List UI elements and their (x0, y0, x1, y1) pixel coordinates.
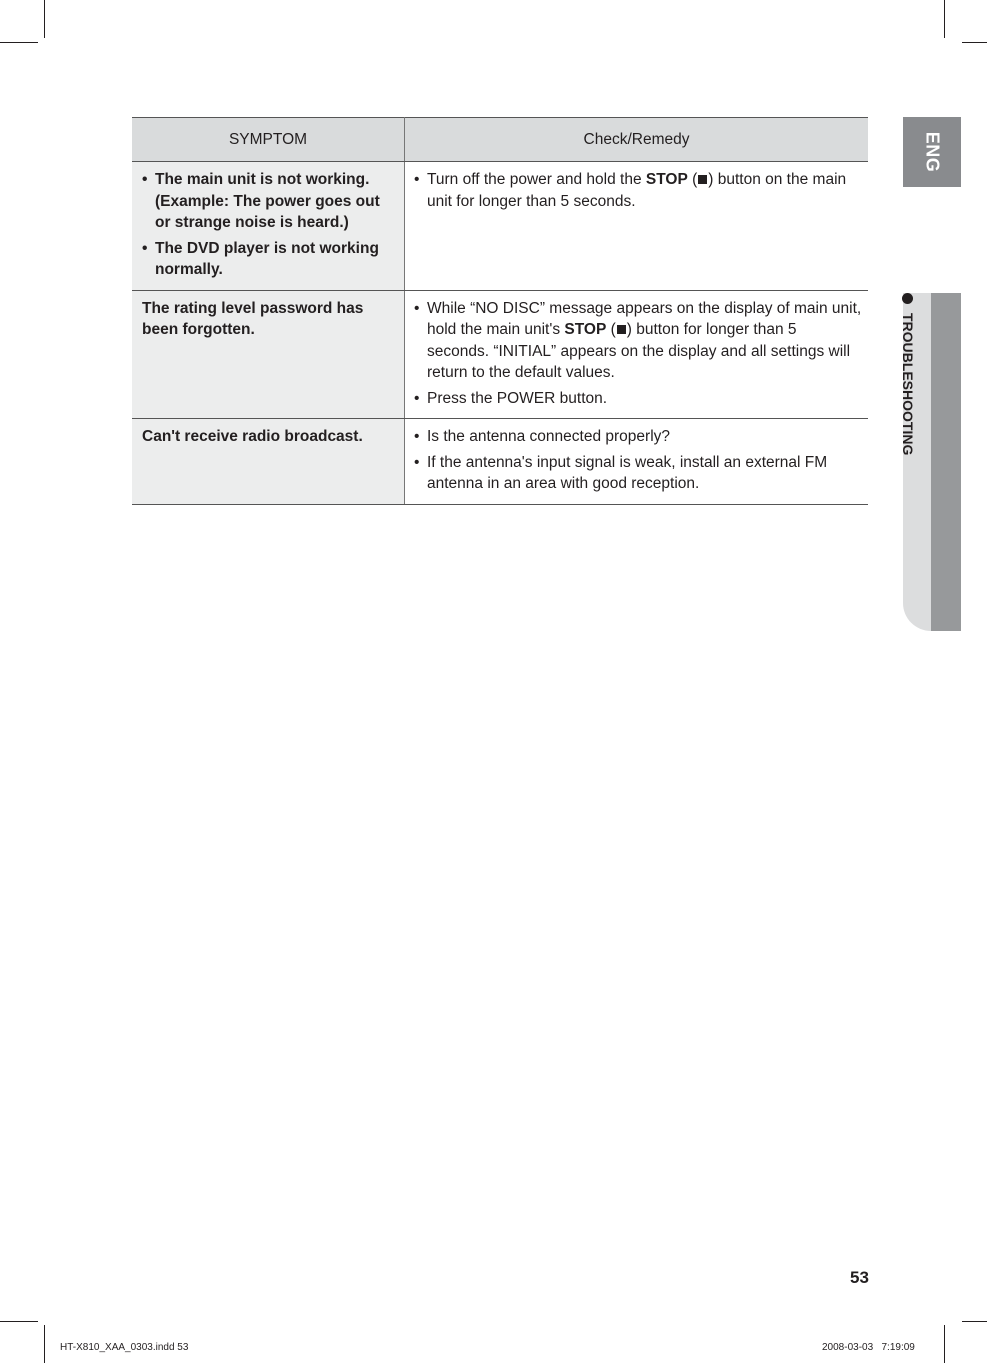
table-row (132, 162, 868, 291)
crop-mark (962, 42, 987, 43)
remedy-text: Turn off the power and hold the (427, 171, 646, 188)
section-tab-edge (931, 293, 961, 631)
remedy-item: • Press the POWER button. (414, 388, 862, 410)
table-row (132, 290, 868, 419)
remedy-text: While “NO DISC” message appears on the display of main unit, hold the main unit's (427, 299, 862, 338)
remedy-header: Check/Remedy (405, 118, 869, 162)
crop-mark (962, 1321, 987, 1322)
crop-mark (0, 1321, 38, 1322)
crop-mark (44, 0, 45, 38)
symptom-item: • The main unit is not working. (Example: The power goes out or strange noise is heard.) (142, 169, 394, 234)
symptom-cell (132, 162, 405, 291)
stop-label: STOP (645, 171, 688, 188)
stop-icon (617, 325, 626, 334)
remedy-text: ) button for longer than 5 seconds. “INITIAL” appears on the display and all settings will return to the default values. (427, 321, 851, 381)
stop-icon (698, 175, 707, 184)
language-label: ENG (922, 131, 943, 173)
remedy-item: • If the antenna's input signal is weak, install an external FM antenna in an area with good reception. (414, 452, 862, 495)
remedy-text: ) button on the main unit for longer than 5 seconds. (427, 171, 847, 210)
crop-mark (44, 1325, 45, 1363)
remedy-cell (405, 419, 869, 505)
troubleshooting-table (132, 117, 868, 505)
page-number: 53 (850, 1268, 869, 1287)
remedy-item: • Is the antenna connected properly? (414, 426, 862, 448)
symptom-header: SYMPTOM (132, 118, 405, 162)
section-title: TROUBLESHOOTING (900, 313, 916, 456)
crop-mark (944, 1325, 945, 1363)
remedy-cell (405, 290, 869, 419)
stop-label: STOP (564, 321, 607, 338)
remedy-item: • While “NO DISC” message appears on the display of main unit, hold the main unit's STOP ( ) button for longer than 5 seconds. “INITIAL” appears on the display and all settings will return to the default values. (414, 298, 862, 384)
remedy-cell (405, 162, 869, 291)
crop-mark (0, 42, 38, 43)
symptom-cell: The rating level password has been forgotten. (132, 290, 405, 419)
table-header-row (132, 118, 868, 162)
bullet-icon (903, 293, 914, 304)
footer-file: HT-X810_XAA_0303.indd 53 (60, 1342, 189, 1353)
remedy-item: • Turn off the power and hold the STOP ( ) button on the main unit for longer than 5 seconds. (414, 169, 862, 212)
footer-timestamp: 2008-03-03 7:19:09 (822, 1342, 915, 1353)
crop-mark (944, 0, 945, 38)
symptom-item: • The DVD player is not working normally. (142, 238, 394, 281)
symptom-cell: Can't receive radio broadcast. (132, 419, 405, 505)
table-row (132, 419, 868, 505)
